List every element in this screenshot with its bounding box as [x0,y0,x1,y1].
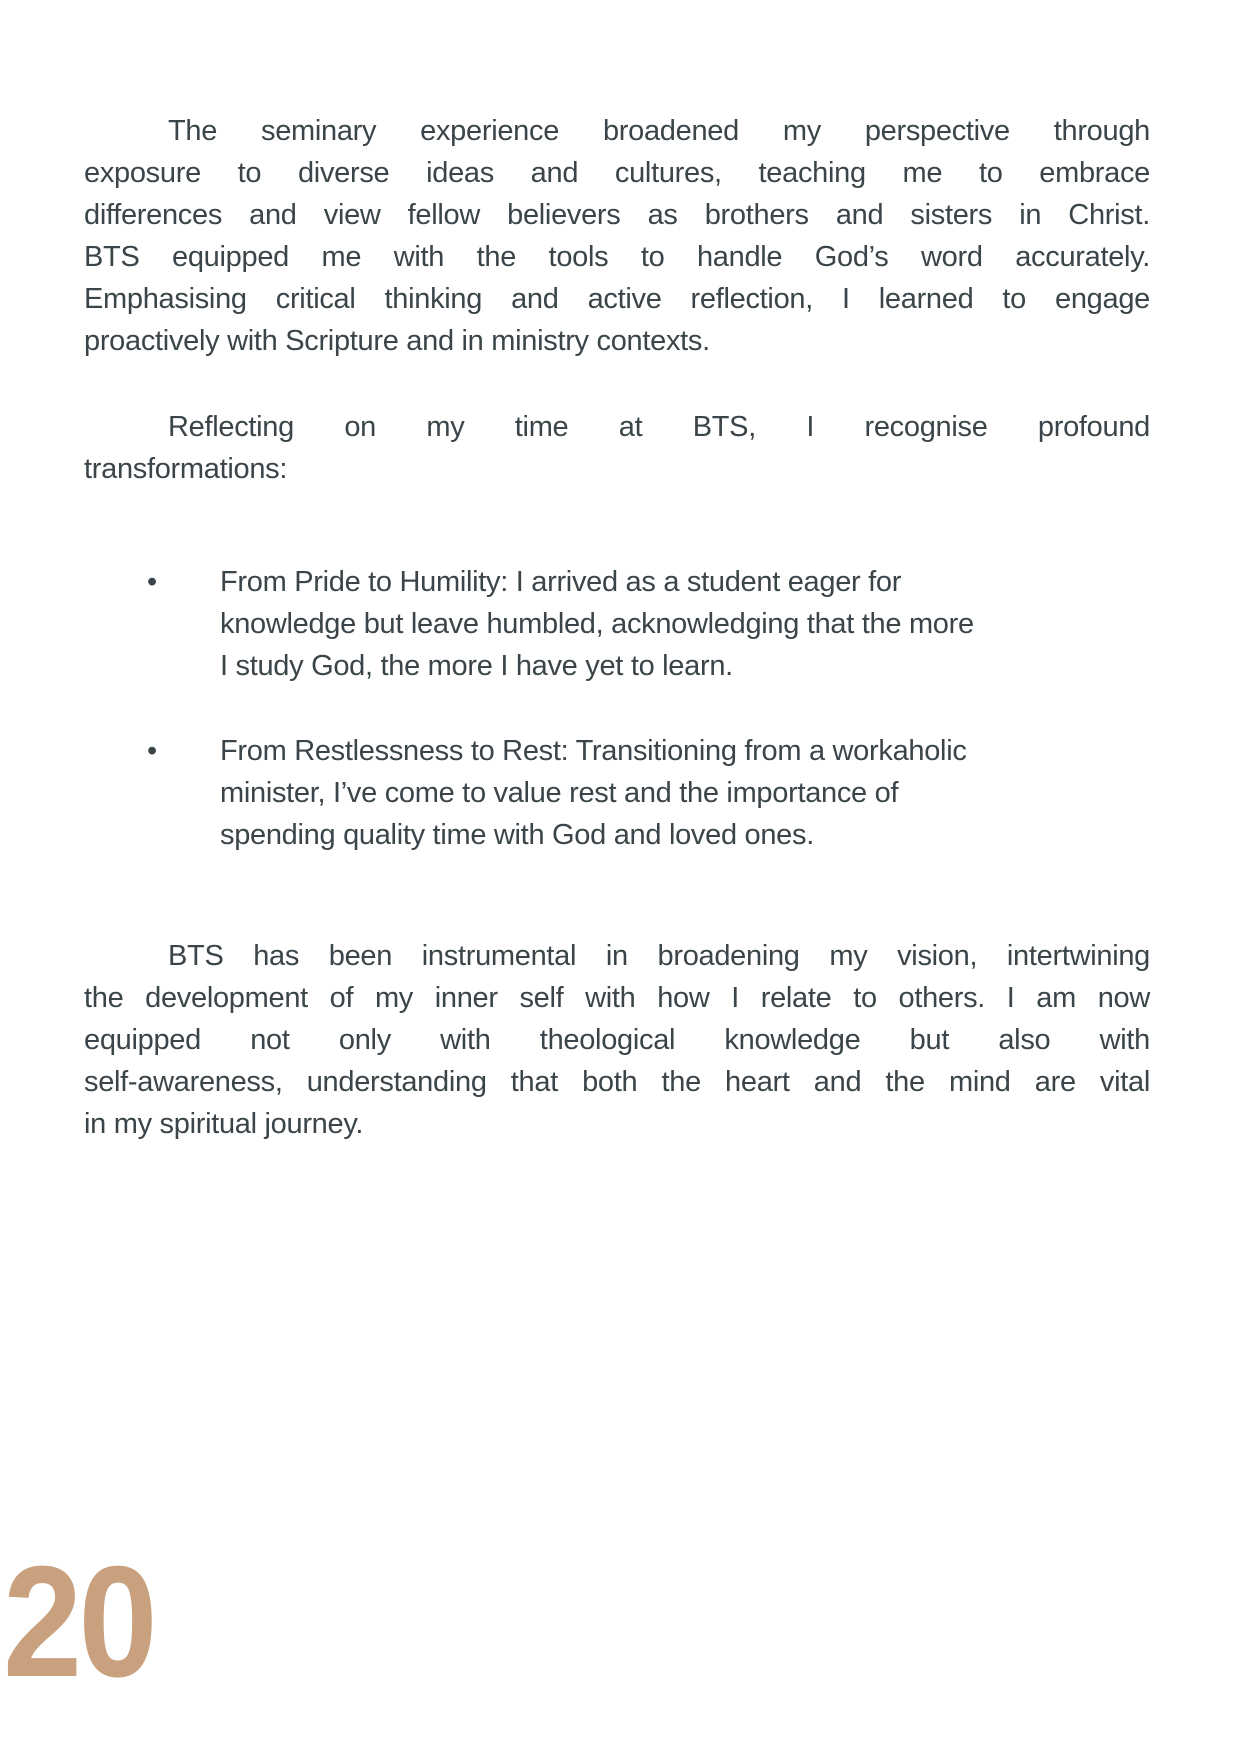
bullet-text [220,561,1020,687]
text-line: minister, I’ve come to value rest and the importance of [220,777,899,809]
text-line: exposure to diverse ideas and cultures, teaching me to embrace [84,157,1150,189]
text-line: proactively with Scripture and in ministry contexts. [84,325,710,357]
text-line: BTS has been instrumental in broadening my vision, intertwining [168,940,1150,972]
page-number: 20 [3,1534,154,1710]
text-line: spending quality time with God and loved ones. [220,819,814,851]
text-line: the development of my inner self with how I relate to others. I am now [84,982,1150,1014]
bullet-item-pride-to-humility [84,561,1150,687]
text-line: The seminary experience broadened my perspective through [168,115,1150,147]
text-line: transformations: [84,453,288,485]
text-line: differences and view fellow believers as brothers and sisters in Christ. [84,199,1150,231]
text-line: Reflecting on my time at BTS, I recognise profound [168,411,1150,443]
paragraph-bts-instrumental [84,935,1150,1145]
text-line: I study God, the more I have yet to learn. [220,650,733,682]
text-line: equipped not only with theological knowledge but also with [84,1024,1150,1056]
paragraph-reflecting [84,406,1150,490]
text-line: From Pride to Humility: I arrived as a student eager for [220,566,902,598]
paragraph-seminary-experience [84,110,1150,362]
bullet-item-restlessness-to-rest [84,730,1150,856]
text-line: in my spiritual journey. [84,1108,364,1140]
text-line: self-awareness, understanding that both the heart and the mind are vital [84,1066,1150,1098]
text-line: Emphasising critical thinking and active reflection, I learned to engage [84,283,1150,315]
bullet-icon: • [147,566,157,598]
text-line: From Restlessness to Rest: Transitioning from a workaholic [220,735,967,767]
text-line: knowledge but leave humbled, acknowledging that the more [220,608,974,640]
bullet-text [220,730,1020,856]
text-line: BTS equipped me with the tools to handle God’s word accurately. [84,241,1150,273]
bullet-icon: • [147,735,157,767]
